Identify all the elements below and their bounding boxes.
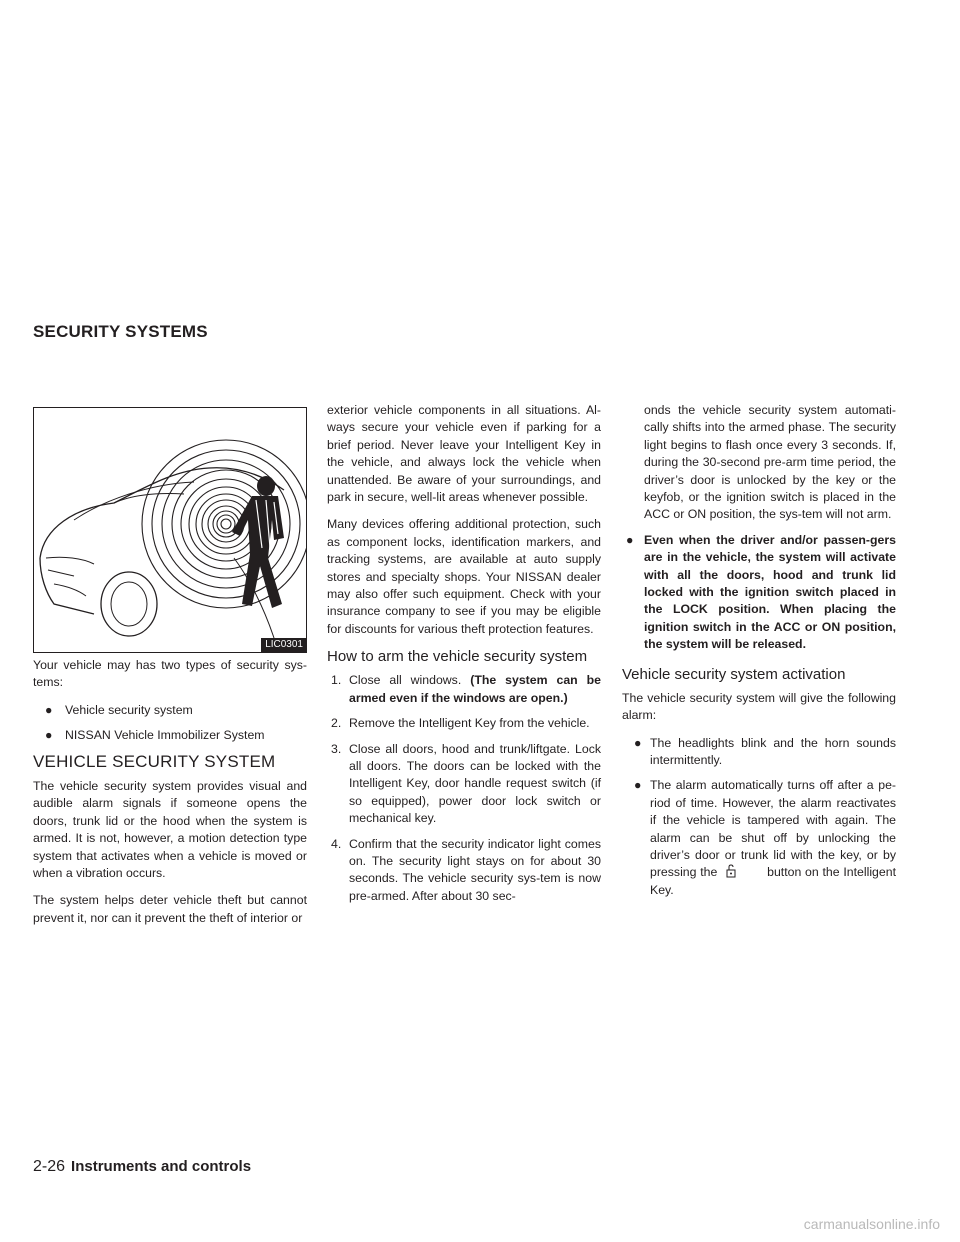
- footer-section: Instruments and controls: [71, 1158, 252, 1175]
- bullet-icon: ●: [634, 778, 642, 793]
- alarm-list: [622, 735, 896, 900]
- list-item: ● Vehicle security system: [33, 702, 307, 719]
- watermark: carmanualsonline.info: [803, 1216, 940, 1232]
- paragraph: Many devices offering additional protection, such as component locks, identification markers, and tracking systems, are available at auto supply stores and specialty shops. Your NISSAN dealer may also offer such equipment. Check with your insurance company to see if you may be eligible for discounts for various theft protection features.: [327, 517, 601, 636]
- list-item: 3. Close all doors, hood and trunk/liftgate. Lock all doors. The doors can be locked with the Intelligent Key, door handle request switch (if so equipped), power door lock switch or mechanical key.: [331, 741, 601, 826]
- bullet-icon: ●: [45, 702, 53, 717]
- section-heading: VEHICLE SECURITY SYSTEM: [33, 751, 276, 771]
- column-1: [33, 407, 307, 937]
- step-continuation: onds the vehicle security system automati-cally shifts into the armed phase. The security light begins to flash once every 3 seconds. If, during the 30-second pre-arm time period, the driver’s door is unlocked by the key or the keyfob, or the ignition switch is placed in the ACC or ON position, the sys-tem will not arm.: [644, 403, 896, 522]
- list-item: ● NISSAN Vehicle Immobilizer System: [33, 727, 307, 744]
- paragraph: The vehicle security system will give the following alarm:: [622, 690, 896, 723]
- page-footer: [33, 1158, 251, 1176]
- list-item: ● The alarm automatically turns off after a pe-riod of time. However, the alarm reactivates if the vehicle is tampered with again. The alarm can be shut off by unlocking the driver’s door or trunk lid with the key, or by pressing the button on the Intelligent Key.: [634, 778, 896, 897]
- arm-steps-list: [327, 672, 601, 905]
- intro-text: Your vehicle may has two types of security sys-tems:: [33, 658, 307, 690]
- subheading: Vehicle security system activation: [622, 665, 846, 683]
- bullet-icon: ●: [626, 532, 634, 547]
- bold-note: ● Even when the driver and/or passen-gers are in the vehicle, the system will activate with all the doors, hood and trunk lid locked with the ignition switch placed in the LOCK position. When placing the ignition switch in the ACC or ON position, the system will be released.: [626, 532, 896, 652]
- list-item: 2. Remove the Intelligent Key from the vehicle.: [331, 716, 590, 731]
- system-types-list: [33, 702, 307, 745]
- list-item: ● The headlights blink and the horn sounds intermittently.: [634, 735, 896, 767]
- paragraph: The vehicle security system provides visual and audible alarm signals if someone opens the doors, trunk lid or the hood when the system is armed. It is not, however, a motion detection type system that activates when a vehicle is moved or when a vibration occurs.: [33, 779, 307, 881]
- bullet-icon: ●: [634, 735, 642, 750]
- bullet-icon: ●: [45, 728, 53, 743]
- page-number: 2-26: [33, 1158, 66, 1175]
- paragraph: exterior vehicle components in all situations. Al-ways secure your vehicle even if parking for a brief period. Never leave your Intelligent Key in the vehicle, and always lock the vehicle when unattended. Be aware of your surroundings, and park in secure, well-lit areas whenever possible.: [327, 403, 601, 505]
- list-item: 1. Close all windows. (The system can be armed even if the windows are open.): [331, 673, 601, 705]
- section-title: SECURITY SYSTEMS: [33, 322, 208, 341]
- figure-code: LIC0301: [261, 638, 306, 652]
- list-item: 4. Confirm that the security indicator light comes on. The security light stays on for about 30 seconds. The vehicle security sys-tem is now pre-armed. After about 30 sec-: [331, 836, 601, 903]
- column-3: [622, 402, 896, 907]
- paragraph: The system helps deter vehicle theft but cannot prevent it, nor can it prevent the theft of interior or: [33, 893, 307, 925]
- column-2: [327, 402, 601, 913]
- security-figure: [33, 407, 307, 653]
- car-alarm-illustration: [34, 408, 306, 652]
- subheading: How to arm the vehicle security system: [327, 648, 588, 666]
- unlock-button-icon: [725, 864, 737, 878]
